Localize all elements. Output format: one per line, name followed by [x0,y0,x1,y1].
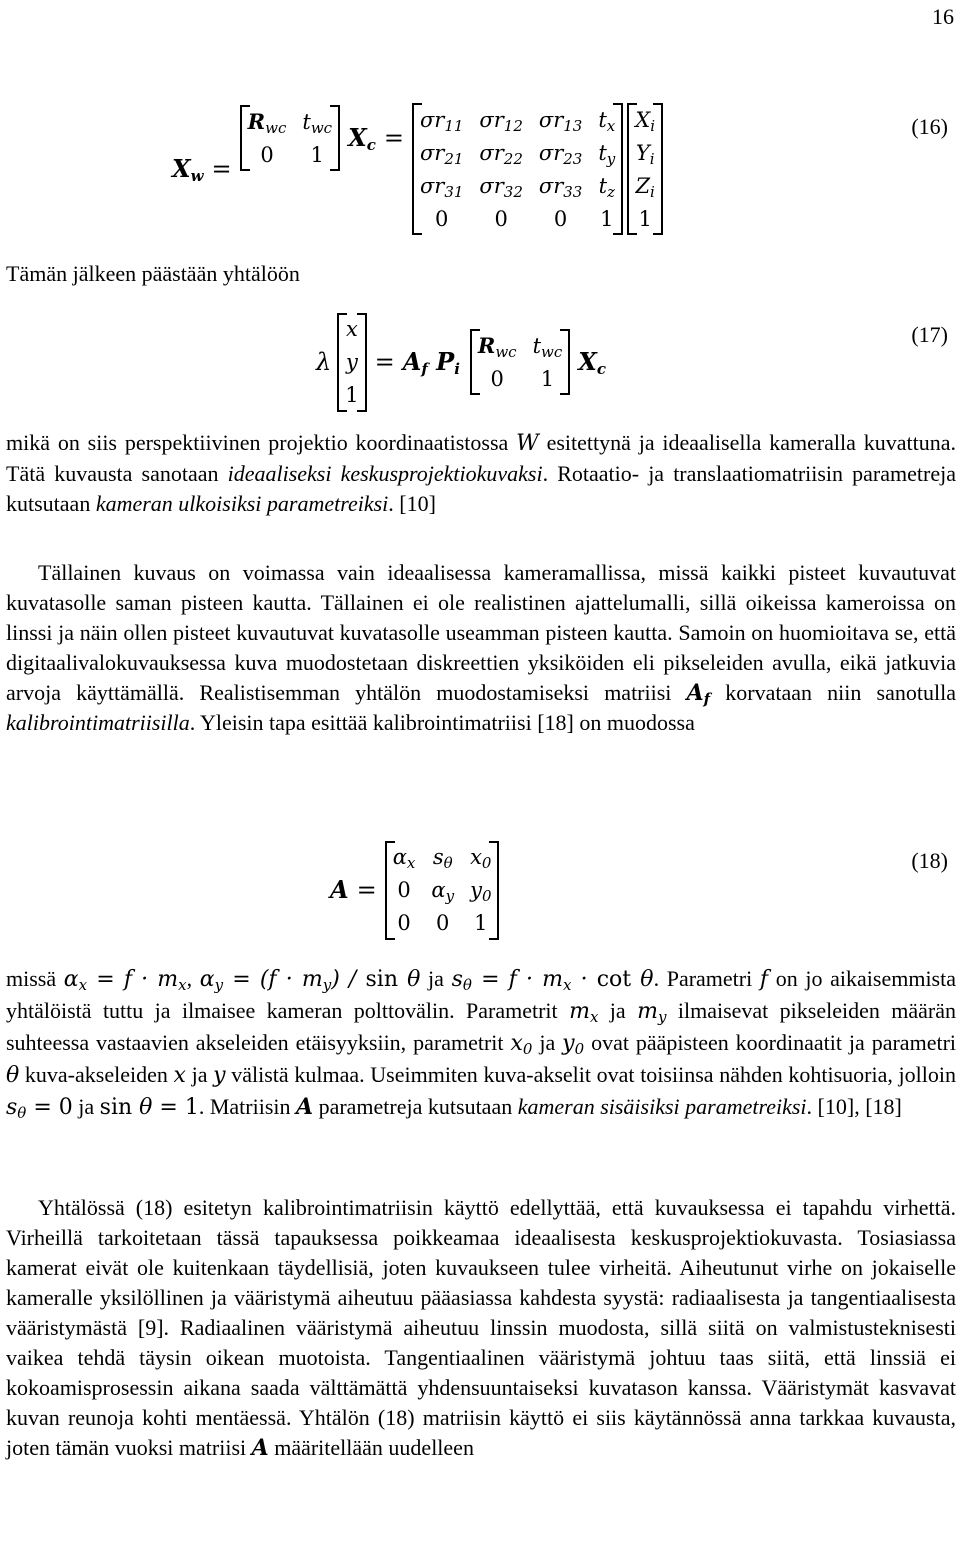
eq17-af: $A_f$ $P_i$ [402,347,460,378]
eq18-matrix: $\alpha_x$ $s_\theta$ $x_0$ 0 $\alpha_y$ $y_0$ 0 0 1 [385,841,500,940]
page-number: 16 [932,4,954,29]
eq16-xc: $X_c$ [348,123,376,154]
eq17-xc: $X_c$ [578,347,607,378]
paragraph-2: Tällainen kuvaus on voimassa vain ideaalisessa kameramallissa, missä kaikki pisteet kuvautuvat kuvatasolle saman pisteen kautta. Tällainen ei ole realistinen ajattelumalli, sillä oikeissa kameroissa on linssi ja näin ollen pisteet kuvautuvat kuvatasolle useamman pisteen kautta. Samoin on huomioitava se, että digitaalivalokuvauksessa kuva muodostetaan diskreettien yksiköiden eli pikseleiden avulla, eikä jatkuvia arvoja käyttämällä. Realistisemman yhtälön muodostamiseksi matriisi $A_f$ korvataan niin sanotulla kalibrointimatriisilla. Yleisin tapa esittää kalibrointimatriisi [18] on muodossa [6,560,956,735]
eq18-lhs: A [330,875,349,904]
equation-18: A = $\alpha_x$ $s_\theta$ $x_0$ 0 $\alpha_y$ $y_0$ 0 0 1 (18) [0,838,960,942]
eq17-matrix-rt: $R_{wc}$ $t_{wc}$ 0 1 [470,329,570,395]
paragraph-3: missä $\alpha_x = f \cdot m_x$, $\alpha_y = (f \cdot m_y) / \sin \theta$ ja $s_\theta = f \cdot m_x \cdot \cot \theta$. Parametri f on jo aikaisemmista yhtälöistä tuttu ja ilmaisee kameran polttovälin. Parametrit $m_x$ ja $m_y$ ilmaisevat pikseleiden määrän suhteessa vastaavien akseleiden etäisyyksiin, parametrit $x_0$ ja $y_0$ ovat pääpisteen koordinaatit ja parametri θ kuva-akseleiden x ja y välistä kulmaa. Useimmiten kuva-akselit ovat toisiinsa nähden kohtisuoria, jolloin $s_\theta = 0$ ja sin θ = 1. Matriisin A parametreja kutsutaan kameran sisäisiksi parametreiksi. [10], [18] [6,966,957,1122]
eq16-matrix-rt: $R_{wc}$ $t_{wc}$ 0 1 [240,105,340,171]
paragraph-1: mikä on siis perspektiivinen projektio koordinaatistossa W esitettynä ja ideaalisella kameralla kuvattuna. Tätä kuvausta sanotaan ideaaliseksi keskusprojektiokuvaksi. Rotaatio- ja translaatiomatriisin parametreja kutsutaan kameran ulkoisiksi parametreiksi. [10] [6,430,956,516]
equation-17: λ x y 1 = $A_f$ $P_i$ $R_{wc}$ $t_{wc}$ 0 1 $X_c$ (17) [0,312,960,412]
eq16-matrix-params: $\sigma r_{11}$ $\sigma r_{12}$ $\sigma r_{13}$ $t_x$ $\sigma r_{21}$ $\sigma r_{22}$ $\sigma r_{23}$ $t_y$ $\sigma r_{31}$ $\sigma r_{32}$ $\sigma r_{33}$ $t_z$ 0 0 0 1 [412,103,623,235]
eq16-number: (16) [911,114,948,139]
paragraph-4: Yhtälössä (18) esitetyn kalibrointimatriisin käyttö edellyttää, että kuvauksessa ei tapahdu virhettä. Virheillä tarkoitetaan tässä tapauksessa poikkeamaa ideaalisesta keskusprojektiokuvasta. Tosiasiassa kamerat eivät ole kuitenkaan täydellisiä, joten kuvaukseen tulee virheitä. Aiheutunut virhe on jokaiselle kameralle yksilöllinen ja vääristymä aiheutuu pääasiassa kahdesta syystä: radiaalisesta ja tangentiaalisesta vääristymästä [9]. Radiaalinen vääristymä aiheutuu linssin muodosta, sillä siitä on valmistusteknisesti vaikea tehdä täysin oikean muotoista. Tangentiaalinen vääristymä johtuu taas siitä, että linssiä ei kokoamisprosessin aikana saada välttämättä yhdensuuntaiseksi kuvatason kanssa. Vääristymät kasvavat kuvan reunoja kohti mentäessä. Yhtälön (18) matriisin käyttö ei siis käytännössä anna tarkkaa kuvausta, joten tämän vuoksi matriisi A määritellään uudelleen [6,1195,956,1461]
eq17-number: (17) [911,322,948,347]
text-line-after-16: Tämän jälkeen päästään yhtälöön [6,261,300,286]
eq18-number: (18) [911,848,948,873]
eq17-lambda: λ [316,348,332,376]
equation-16: $X_w$ = $R_{wc}$ $t_{wc}$ 0 1 $X_c$ = $\sigma r_{11}$ $\sigma r_{12}$ $\sigma r_{13}$ $t_x$ $\sigma r_{21}$ $\sigma r_{22}$ $\sigma r_{23}$ $t_y$ $\sigma r_{31}$ $\sigma r_{32}$ $\sigma r_{33}$ $t_z$ 0 0 0 1 $X_i$ $Y_i$ $Z_i$ 1 (16) [0,104,960,234]
eq16-lhs: $X_w$ [172,154,204,185]
eq17-vector: x y 1 [337,313,366,412]
eq16-matrix-point: $X_i$ $Y_i$ $Z_i$ 1 [627,103,663,235]
